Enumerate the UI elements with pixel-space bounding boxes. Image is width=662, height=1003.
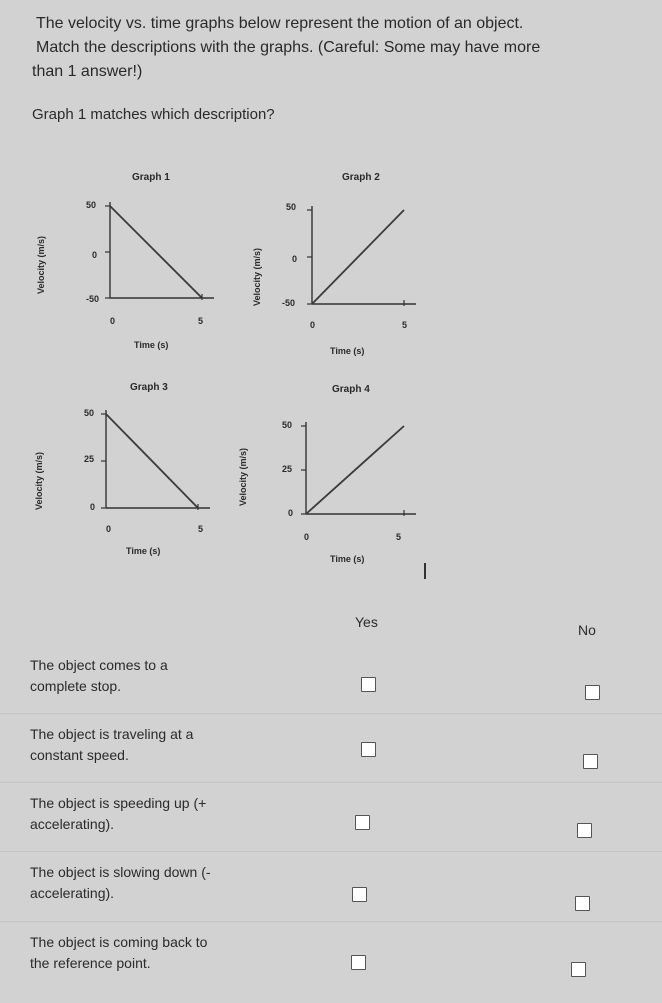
graph-2 [254, 172, 484, 372]
yes-column-header: Yes [355, 614, 378, 630]
row-text-line: The object is traveling at a [30, 726, 194, 742]
yes-checkbox[interactable] [352, 887, 367, 902]
row-description [30, 655, 260, 697]
no-checkbox[interactable] [571, 962, 586, 977]
row-description [30, 932, 260, 974]
y-tick-label: -50 [282, 298, 296, 308]
y-tick-label: 50 [282, 420, 293, 430]
x-tick-label: 5 [198, 316, 204, 326]
x-axis-label: Time (s) [330, 554, 365, 564]
y-tick-label: 0 [288, 508, 294, 518]
x-tick-label: 0 [106, 524, 112, 534]
y-tick-label: 0 [90, 502, 96, 512]
graph-3-plot [38, 376, 268, 576]
instructions-line-2: Match the descriptions with the graphs. (Careful: Some may have more [36, 39, 541, 56]
table-row [0, 921, 662, 992]
x-axis-label: Time (s) [330, 346, 365, 356]
table-row [0, 713, 662, 784]
velocity-line [312, 210, 404, 304]
velocity-line [306, 426, 404, 514]
row-text-line: The object is coming back to [30, 934, 208, 950]
y-tick-label: 50 [84, 408, 95, 418]
y-tick-label: -50 [86, 294, 100, 304]
x-axis-label: Time (s) [134, 340, 169, 350]
x-tick-label: 0 [110, 316, 116, 326]
y-axis-label: Velocity (m/s) [252, 247, 262, 306]
y-tick-label: 25 [282, 464, 293, 474]
instructions [30, 12, 640, 84]
yes-checkbox[interactable] [361, 742, 376, 757]
table-row [0, 645, 662, 715]
row-text-line: The object comes to a [30, 657, 168, 673]
row-text-line: complete stop. [30, 678, 122, 694]
graph-1 [38, 168, 268, 368]
yes-checkbox[interactable] [361, 677, 376, 692]
graph-title: Graph 1 [132, 172, 170, 183]
graph-title: Graph 4 [332, 384, 370, 395]
graph-4 [238, 380, 468, 580]
y-axis-label: Velocity (m/s) [34, 451, 44, 510]
y-axis-label: Velocity (m/s) [238, 447, 248, 506]
y-tick-label: 0 [92, 250, 98, 260]
graph-3 [34, 376, 268, 576]
x-tick-label: 0 [304, 532, 310, 542]
yes-checkbox[interactable] [355, 815, 370, 830]
no-checkbox[interactable] [577, 823, 592, 838]
y-tick-label: 50 [286, 202, 297, 212]
no-checkbox[interactable] [583, 754, 598, 769]
table-row [0, 782, 662, 853]
y-tick-label: 0 [292, 254, 298, 264]
graph-title: Graph 3 [130, 382, 168, 393]
no-checkbox[interactable] [575, 896, 590, 911]
velocity-line [106, 414, 198, 508]
y-axis-label: Velocity (m/s) [36, 235, 46, 294]
row-text-line: accelerating). [30, 816, 115, 832]
row-description [30, 862, 260, 904]
text-cursor [424, 563, 426, 579]
question-prompt: Graph 1 matches which description? [32, 106, 275, 123]
row-text-line: accelerating). [30, 885, 115, 901]
instructions-line-3: than 1 answer!) [32, 63, 143, 80]
x-tick-label: 5 [396, 532, 402, 542]
x-tick-label: 0 [310, 320, 316, 330]
row-description [30, 724, 260, 766]
y-tick-label: 50 [86, 200, 97, 210]
row-text-line: the reference point. [30, 955, 151, 971]
table-row [0, 851, 662, 922]
graph-title: Graph 2 [342, 172, 380, 183]
x-axis-label: Time (s) [126, 546, 161, 556]
row-text-line: The object is slowing down (- [30, 864, 211, 880]
graph-4-plot [238, 380, 468, 580]
no-checkbox[interactable] [585, 685, 600, 700]
row-text-line: constant speed. [30, 747, 129, 763]
instructions-line-1: The velocity vs. time graphs below represent the motion of an object. [36, 15, 524, 32]
row-description [30, 793, 260, 835]
y-tick-label: 25 [84, 454, 95, 464]
graph-1-plot [38, 168, 268, 368]
x-tick-label: 5 [198, 524, 204, 534]
no-column-header: No [578, 622, 596, 638]
x-tick-label: 5 [402, 320, 408, 330]
yes-checkbox[interactable] [351, 955, 366, 970]
row-text-line: The object is speeding up (+ [30, 795, 207, 811]
velocity-line [110, 206, 202, 298]
graph-2-plot [254, 172, 484, 372]
